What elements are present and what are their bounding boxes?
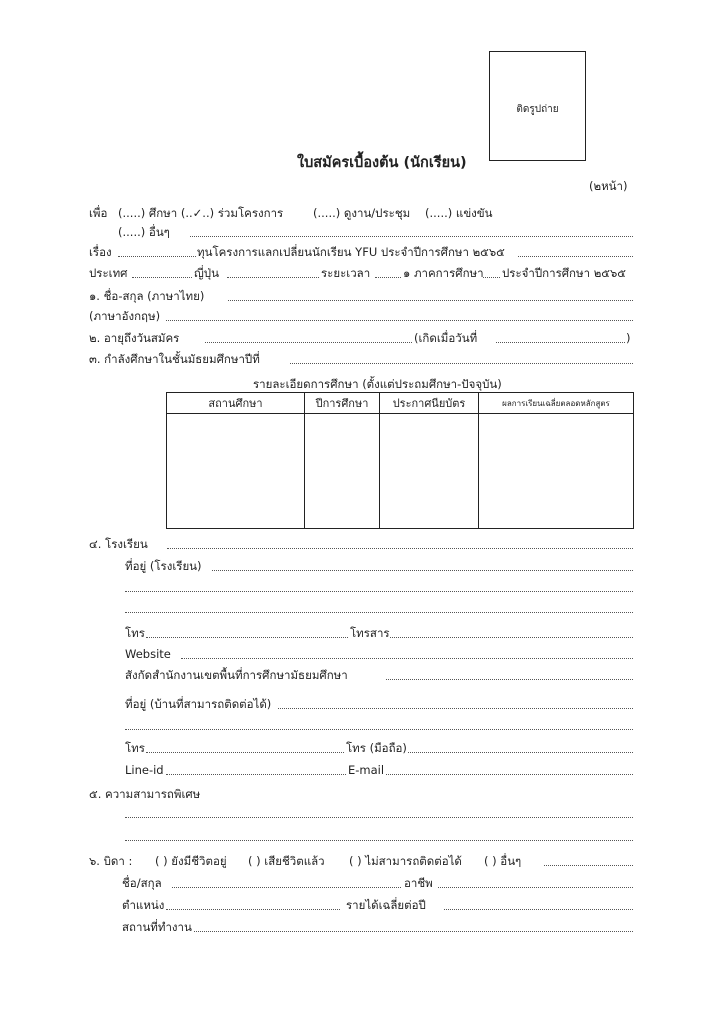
- father-workplace-field[interactable]: [194, 931, 633, 932]
- email-field[interactable]: [386, 774, 633, 775]
- father-position-field[interactable]: [166, 909, 340, 910]
- duration-field-lead: [375, 277, 401, 278]
- country-field-lead: [132, 277, 192, 278]
- mobile-field[interactable]: [408, 752, 633, 753]
- father-other-field[interactable]: [544, 865, 633, 866]
- school-website-label: Website: [125, 647, 171, 661]
- line-id-label: Line-id: [125, 763, 164, 777]
- subject-field-lead: [118, 256, 196, 257]
- col-academic-year: ปีการศึกษา: [305, 393, 380, 414]
- line-id-field[interactable]: [166, 774, 346, 775]
- education-office-label: สังกัดสำนักงานเขตพื้นที่การศึกษามัธยมศึกษา: [125, 668, 348, 682]
- school-phone-field[interactable]: [146, 637, 348, 638]
- col-institution: สถานศึกษา: [167, 393, 305, 414]
- birthdate-close: ): [626, 331, 631, 345]
- home-address-label: ที่อยู่ (บ้านที่สามารถติดต่อได้): [125, 697, 272, 711]
- school-fax-label: โทรสาร: [350, 626, 390, 640]
- name-thai-label: ๑. ชื่อ-สกุล (ภาษาไทย): [89, 289, 205, 303]
- special-skills-label: ๕. ความสามารถพิเศษ: [89, 787, 201, 801]
- father-name-label: ชื่อ/สกุล: [122, 876, 162, 890]
- duration-label: ระยะเวลา: [321, 266, 371, 280]
- father-alive-option[interactable]: ( ) ยังมีชีวิตอยู่: [155, 854, 227, 868]
- col-certificate: ประกาศนียบัตร: [380, 393, 479, 414]
- mobile-label: โทร (มือถือ): [346, 741, 407, 755]
- purpose-other-field[interactable]: [190, 236, 633, 237]
- school-website-field[interactable]: [181, 658, 633, 659]
- father-other-option[interactable]: ( ) อื่นๆ: [484, 854, 522, 868]
- birthdate-label: (เกิดเมื่อวันที่: [414, 331, 478, 345]
- country-field-tail: [227, 277, 319, 278]
- home-phone-field[interactable]: [146, 752, 344, 753]
- cell-academic-year[interactable]: [305, 414, 380, 529]
- purpose-study-option[interactable]: (.....) ศึกษา (..✓..) ร่วมโครงการ: [118, 206, 284, 220]
- school-address-label: ที่อยู่ (โรงเรียน): [125, 559, 202, 573]
- school-label: ๔. โรงเรียน: [89, 537, 148, 551]
- country-label: ประเทศ: [89, 266, 128, 280]
- cell-gpa[interactable]: [479, 414, 634, 529]
- school-address-line-2[interactable]: [125, 591, 633, 592]
- grade-label: ๓. กำลังศึกษาในชั้นมัธยมศึกษาปีที่: [89, 352, 260, 366]
- email-label: E-mail: [348, 763, 385, 777]
- education-office-field[interactable]: [386, 679, 633, 680]
- father-income-label: รายได้เฉลี่ยต่อปี: [346, 898, 426, 912]
- purpose-label: เพื่อ: [89, 206, 108, 220]
- father-deceased-option[interactable]: ( ) เสียชีวิตแล้ว: [248, 854, 325, 868]
- father-position-label: ตำแหน่ง: [122, 898, 165, 912]
- photo-label: ติดรูปถ่าย: [516, 104, 559, 115]
- photo-box: [489, 51, 586, 161]
- home-address-field[interactable]: [278, 708, 633, 709]
- age-label: ๒. อายุถึงวันสมัคร: [89, 331, 180, 345]
- form-title: ใบสมัครเบื้องต้น (นักเรียน): [297, 155, 467, 171]
- country-value[interactable]: ญี่ปุ่น: [194, 266, 219, 280]
- birthdate-field[interactable]: [496, 342, 625, 343]
- duration-value[interactable]: ๑ ภาคการศึกษา: [403, 266, 484, 280]
- name-thai-field[interactable]: [228, 300, 633, 301]
- purpose-compete-option[interactable]: (.....) แข่งขัน: [425, 206, 493, 220]
- father-workplace-label: สถานที่ทำงาน: [122, 920, 192, 934]
- subject-label: เรื่อง: [89, 245, 112, 259]
- duration-field-tail: [483, 277, 500, 278]
- special-skills-line-2[interactable]: [125, 840, 633, 841]
- education-table-row[interactable]: [167, 414, 634, 529]
- school-fax-field[interactable]: [390, 637, 633, 638]
- school-field[interactable]: [167, 548, 633, 549]
- father-occupation-label: อาชีพ: [404, 876, 433, 890]
- purpose-other-option[interactable]: (.....) อื่นๆ: [118, 225, 170, 239]
- purpose-visit-option[interactable]: (.....) ดูงาน/ประชุม: [313, 206, 411, 220]
- home-phone-label: โทร: [125, 741, 145, 755]
- subject-value[interactable]: ทุนโครงการแลกเปลี่ยนนักเรียน YFU ประจำปีการศึกษา ๒๕๖๕: [197, 245, 505, 259]
- page-count: (๒หน้า): [589, 179, 628, 193]
- grade-field[interactable]: [290, 363, 633, 364]
- father-name-field[interactable]: [172, 887, 401, 888]
- cell-certificate[interactable]: [380, 414, 479, 529]
- academic-year-label: ประจำปีการศึกษา ๒๕๖๕: [502, 266, 626, 280]
- name-english-field[interactable]: [166, 320, 633, 321]
- col-gpa: ผลการเรียนเฉลี่ยตลอดหลักสูตร: [479, 393, 634, 414]
- special-skills-line-1[interactable]: [125, 817, 633, 818]
- cell-institution[interactable]: [167, 414, 305, 529]
- father-label: ๖. บิดา :: [89, 854, 133, 868]
- education-table-caption: รายละเอียดการศึกษา (ตั้งแต่ประถมศึกษา-ปัจจุบัน): [253, 377, 502, 391]
- father-occupation-field[interactable]: [438, 887, 633, 888]
- home-address-line-2[interactable]: [125, 729, 633, 730]
- father-income-field[interactable]: [444, 909, 633, 910]
- school-address-field[interactable]: [212, 570, 633, 571]
- name-english-label: (ภาษาอังกฤษ): [89, 309, 161, 323]
- education-table-header: [167, 393, 634, 414]
- education-table: [166, 392, 634, 529]
- subject-field-tail: [518, 256, 633, 257]
- school-address-line-3[interactable]: [125, 612, 633, 613]
- age-field[interactable]: [205, 342, 412, 343]
- father-unreachable-option[interactable]: ( ) ไม่สามารถติดต่อได้: [349, 854, 462, 868]
- school-phone-label: โทร: [125, 626, 145, 640]
